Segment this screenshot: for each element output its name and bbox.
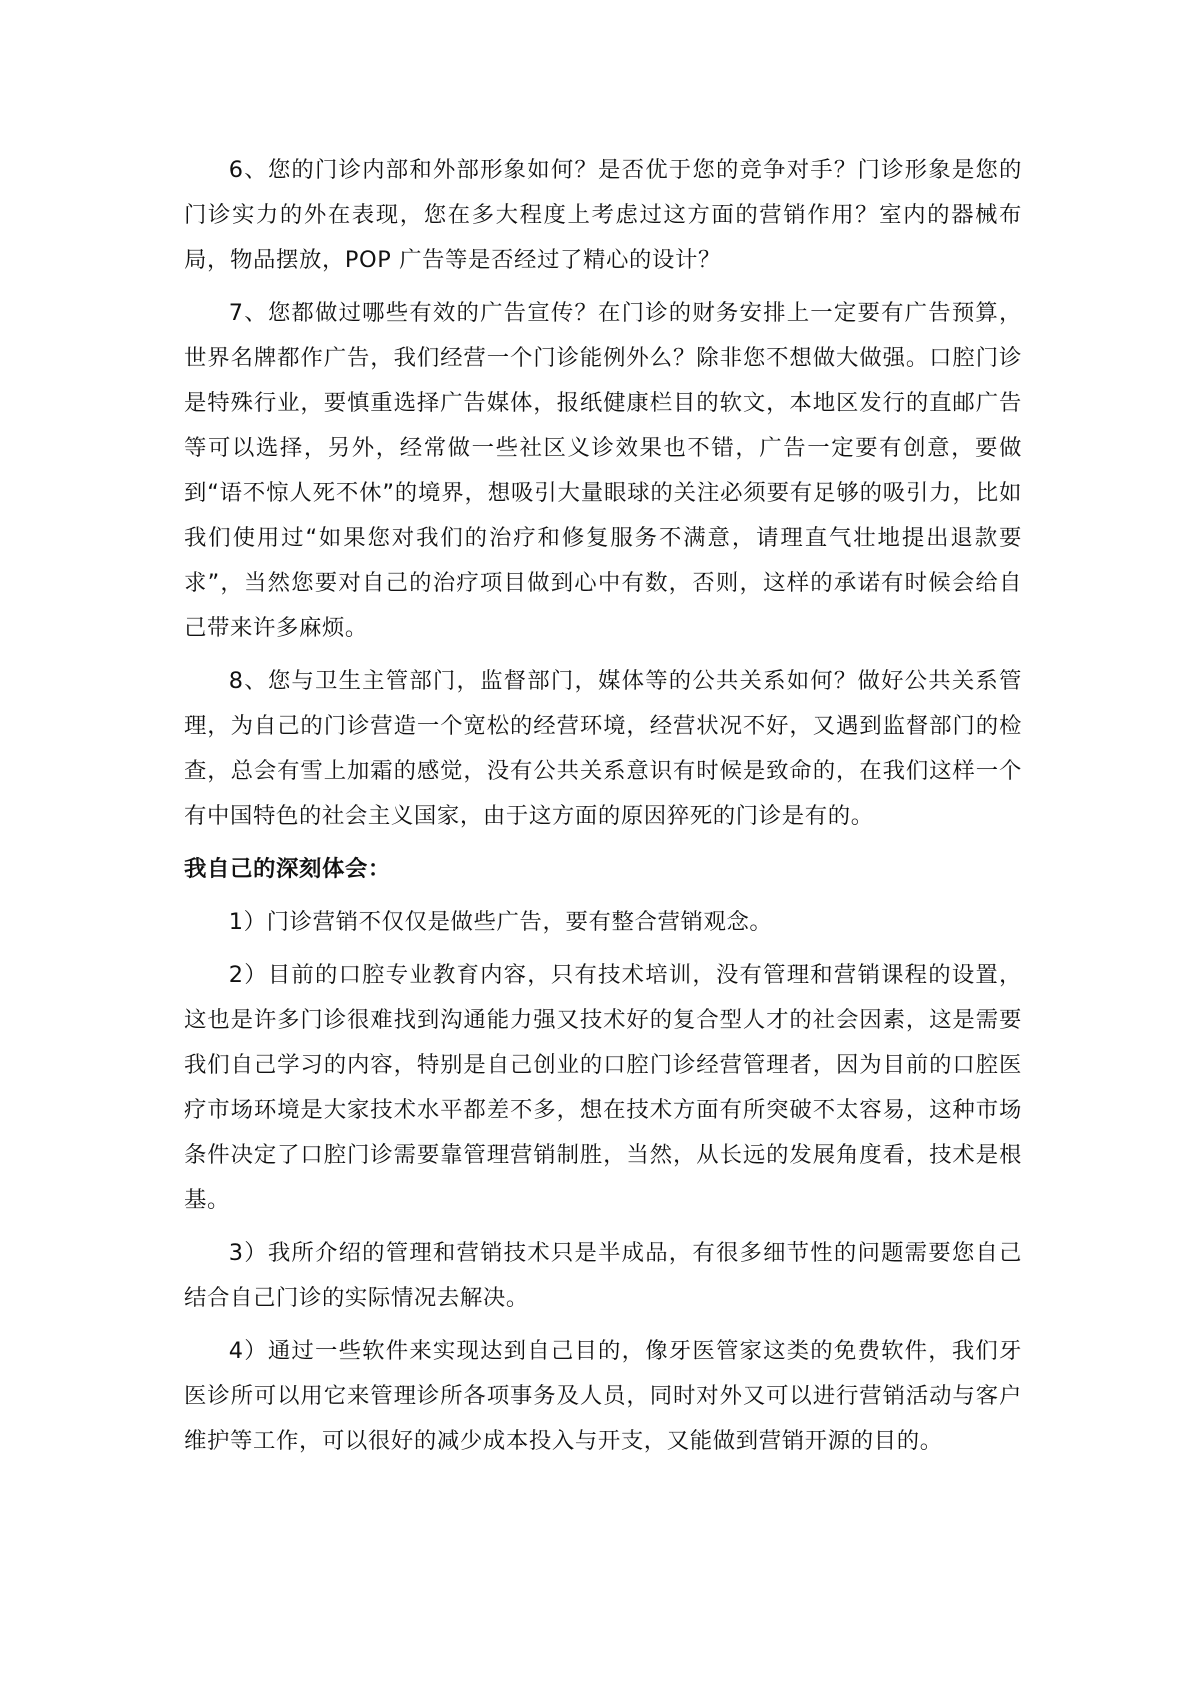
document-body [184,148,1022,1472]
list-item-3: 3）我所介绍的管理和营销技术只是半成品，有很多细节性的问题需要您自己结合自己门诊的实际情况去解决。 [184,1240,1022,1311]
paragraph-7: 7、您都做过哪些有效的广告宣传？在门诊的财务安排上一定要有广告预算，世界名牌都作广告，我们经营一个门诊能例外么？除非您不想做大做强。口腔门诊是特殊行业，要慎重选择广告媒体，报纸健康栏目的软文，本地区发行的直邮广告等可以选择，另外，经常做一些社区义诊效果也不错，广告一定要有创意，要做到“语不惊人死不休”的境界，想吸引大量眼球的关注必须要有足够的吸引力，比如我们使用过“如果您对我们的治疗和修复服务不满意，请理直气壮地提出退款要求”，当然您要对自己的治疗项目做到心中有数，否则，这样的承诺有时候会给自己带来许多麻烦。 [184,300,1022,641]
section-heading: 我自己的深刻体会： [184,856,391,882]
list-item-4: 4）通过一些软件来实现达到自己目的，像牙医管家这类的免费软件，我们牙医诊所可以用它来管理诊所各项事务及人员，同时对外又可以进行营销活动与客户维护等工作，可以很好的减少成本投入与开支，又能做到营销开源的目的。 [184,1338,1022,1454]
list-item-1: 1）门诊营销不仅仅是做些广告，要有整合营销观念。 [228,909,773,935]
paragraph-8: 8、您与卫生主管部门，监督部门，媒体等的公共关系如何？做好公共关系管理，为自己的门诊营造一个宽松的经营环境，经营状况不好，又遇到监督部门的检查，总会有雪上加霜的感觉，没有公共关系意识有时候是致命的，在我们这样一个有中国特色的社会主义国家，由于这方面的原因猝死的门诊是有的。 [184,668,1022,829]
list-item-2: 2）目前的口腔专业教育内容，只有技术培训，没有管理和营销课程的设置，这也是许多门诊很难找到沟通能力强又技术好的复合型人才的社会因素，这是需要我们自己学习的内容，特别是自己创业的口腔门诊经营管理者，因为目前的口腔医疗市场环境是大家技术水平都差不多，想在技术方面有所突破不太容易，这种市场条件决定了口腔门诊需要靠管理营销制胜，当然，从长远的发展角度看，技术是根基。 [184,962,1022,1213]
paragraph-6: 6、您的门诊内部和外部形象如何？是否优于您的竞争对手？门诊形象是您的门诊实力的外在表现，您在多大程度上考虑过这方面的营销作用？室内的器械布局，物品摆放，POP 广告等是否经过了精心的设计？ [184,157,1022,273]
